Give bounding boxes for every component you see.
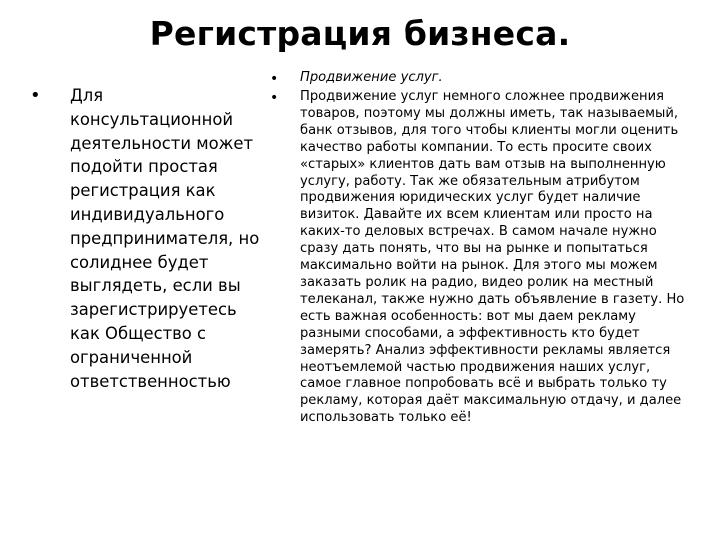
right-column bbox=[268, 70, 688, 427]
services-promotion-heading: Продвижение услуг. bbox=[300, 70, 443, 85]
left-bullet-item bbox=[30, 84, 260, 393]
bullet-marker: • bbox=[270, 71, 279, 87]
right-bullet-item-body bbox=[268, 89, 688, 427]
left-bullet-text: Для консультационной деятельности может подойти простая регистрация как индивидуального предпринимателя, но солиднее будет выглядеть, если вы зарегистрируетесь как Общество с ограниченной ответственностью bbox=[70, 86, 260, 391]
left-column bbox=[30, 84, 260, 393]
slide-title: Регистрация бизнеса. bbox=[149, 14, 571, 53]
services-promotion-text: Продвижение услуг немного сложнее продвижения товаров, поэтому мы должны иметь, так называемый, банк отзывов, для того чтобы клиенты могли оценить качество работы компании. То есть просите своих «старых» клиентов дать вам отзыв на выполненную услугу, работу. Так же обязательным атрибутом продвижения юридических услуг будет наличие визиток. Давайте их всем клиентам или просто на каких-то деловых встречах. В самом начале нужно сразу дать понять, что вы на рынке и попытаться максимально войти на рынок. Для этого мы можем заказать ролик на радио, видео ролик на местный телеканал, также нужно дать объявление в газету. Но есть важная особенность: вот мы даем рекламу разными способами, а эффективность кто будет замерять? Анализ эффективности рекламы является неотъемлемой частью продвижения наших услуг, самое главное попробовать всё и выбрать только ту рекламу, которая даёт максимальную отдачу, и далее использовать только её! bbox=[300, 89, 685, 426]
bullet-marker: • bbox=[30, 85, 41, 106]
bullet-marker: • bbox=[270, 90, 279, 106]
right-bullet-item-heading bbox=[268, 70, 688, 89]
